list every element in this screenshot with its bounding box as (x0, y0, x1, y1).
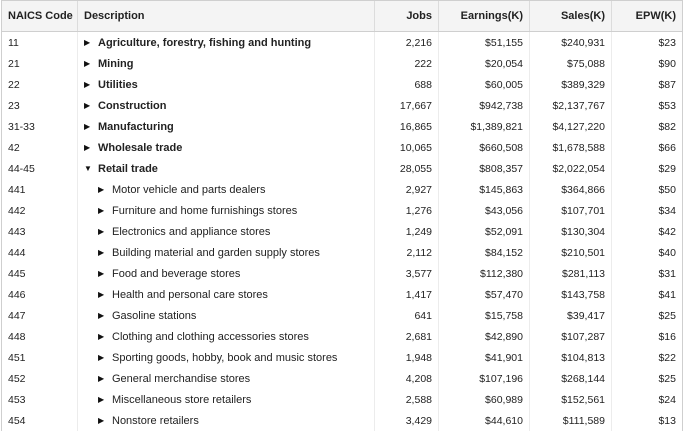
naics-code-cell: 452 (2, 368, 78, 389)
sales-cell: $143,758 (530, 284, 612, 305)
triangle-right-icon[interactable]: ▶ (98, 289, 105, 299)
earnings-cell: $52,091 (439, 221, 530, 242)
description-label: Construction (98, 99, 167, 112)
sales-cell: $2,137,767 (530, 95, 612, 116)
description-label: Manufacturing (98, 120, 174, 133)
epw-cell: $41 (612, 284, 683, 305)
epw-cell: $16 (612, 326, 683, 347)
naics-data-table (1, 0, 683, 431)
naics-code-cell: 447 (2, 305, 78, 326)
description-cell[interactable] (78, 32, 375, 54)
earnings-cell: $1,389,821 (439, 116, 530, 137)
table-row[interactable] (2, 179, 683, 200)
epw-cell: $13 (612, 410, 683, 431)
table-row[interactable] (2, 74, 683, 95)
description-cell[interactable] (78, 116, 375, 137)
table-row[interactable] (2, 242, 683, 263)
jobs-cell: 1,417 (375, 284, 439, 305)
header-naics-code[interactable]: NAICS Code (2, 1, 78, 32)
description-cell[interactable] (78, 137, 375, 158)
table-row[interactable] (2, 263, 683, 284)
jobs-cell: 3,577 (375, 263, 439, 284)
earnings-cell: $42,890 (439, 326, 530, 347)
header-jobs[interactable]: Jobs (375, 1, 439, 32)
earnings-cell: $107,196 (439, 368, 530, 389)
sales-cell: $39,417 (530, 305, 612, 326)
description-label: Mining (98, 57, 134, 70)
epw-cell: $31 (612, 263, 683, 284)
naics-code-cell: 441 (2, 179, 78, 200)
jobs-cell: 2,681 (375, 326, 439, 347)
jobs-cell: 1,249 (375, 221, 439, 242)
earnings-cell: $145,863 (439, 179, 530, 200)
jobs-cell: 1,276 (375, 200, 439, 221)
description-cell[interactable] (78, 263, 375, 284)
earnings-cell: $942,738 (439, 95, 530, 116)
epw-cell: $29 (612, 158, 683, 179)
epw-cell: $90 (612, 53, 683, 74)
table-row[interactable] (2, 347, 683, 368)
jobs-cell: 2,112 (375, 242, 439, 263)
header-description[interactable]: Description (78, 1, 375, 32)
earnings-cell: $44,610 (439, 410, 530, 431)
naics-code-cell: 454 (2, 410, 78, 431)
naics-code-cell: 453 (2, 389, 78, 410)
naics-code-cell: 446 (2, 284, 78, 305)
epw-cell: $50 (612, 179, 683, 200)
epw-cell: $87 (612, 74, 683, 95)
description-label: Food and beverage stores (112, 267, 241, 280)
jobs-cell: 3,429 (375, 410, 439, 431)
sales-cell: $152,561 (530, 389, 612, 410)
triangle-right-icon[interactable]: ▶ (84, 121, 91, 131)
description-cell[interactable] (78, 200, 375, 221)
table-row[interactable] (2, 389, 683, 410)
earnings-cell: $43,056 (439, 200, 530, 221)
triangle-right-icon[interactable]: ▶ (98, 226, 105, 236)
sales-cell: $389,329 (530, 74, 612, 95)
jobs-cell: 222 (375, 53, 439, 74)
naics-code-cell: 444 (2, 242, 78, 263)
table-row[interactable] (2, 116, 683, 137)
table-row[interactable] (2, 137, 683, 158)
naics-code-cell: 448 (2, 326, 78, 347)
epw-cell: $40 (612, 242, 683, 263)
header-epw[interactable]: EPW(K) (612, 1, 683, 32)
triangle-right-icon[interactable]: ▶ (98, 415, 105, 425)
description-label: Miscellaneous store retailers (112, 393, 252, 406)
description-label: General merchandise stores (112, 372, 251, 385)
description-label: Electronics and appliance stores (112, 225, 271, 238)
earnings-cell: $41,901 (439, 347, 530, 368)
triangle-right-icon[interactable]: ▶ (98, 352, 105, 362)
triangle-right-icon[interactable]: ▶ (98, 247, 105, 257)
description-cell[interactable] (78, 53, 375, 74)
sales-cell: $130,304 (530, 221, 612, 242)
description-label: Furniture and home furnishings stores (112, 204, 298, 217)
epw-cell: $23 (612, 32, 683, 54)
triangle-right-icon[interactable]: ▶ (98, 373, 105, 383)
triangle-right-icon[interactable]: ▶ (84, 37, 91, 47)
jobs-cell: 2,216 (375, 32, 439, 54)
triangle-right-icon[interactable]: ▶ (84, 142, 91, 152)
header-sales[interactable]: Sales(K) (530, 1, 612, 32)
epw-cell: $34 (612, 200, 683, 221)
sales-cell: $4,127,220 (530, 116, 612, 137)
jobs-cell: 688 (375, 74, 439, 95)
naics-code-cell: 31-33 (2, 116, 78, 137)
triangle-right-icon[interactable]: ▶ (98, 310, 105, 320)
description-cell[interactable] (78, 179, 375, 200)
naics-code-cell: 22 (2, 74, 78, 95)
description-cell[interactable] (78, 326, 375, 347)
description-label: Agriculture, forestry, fishing and hunting (98, 36, 312, 49)
description-cell[interactable] (78, 221, 375, 242)
epw-cell: $82 (612, 116, 683, 137)
triangle-right-icon[interactable]: ▶ (84, 79, 91, 89)
naics-code-cell: 442 (2, 200, 78, 221)
epw-cell: $53 (612, 95, 683, 116)
sales-cell: $210,501 (530, 242, 612, 263)
description-cell[interactable] (78, 74, 375, 95)
table-row[interactable] (2, 326, 683, 347)
header-earnings[interactable]: Earnings(K) (439, 1, 530, 32)
description-label: Gasoline stations (112, 309, 197, 322)
jobs-cell: 641 (375, 305, 439, 326)
jobs-cell: 28,055 (375, 158, 439, 179)
table-row[interactable] (2, 368, 683, 389)
epw-cell: $25 (612, 305, 683, 326)
epw-cell: $66 (612, 137, 683, 158)
naics-code-cell: 451 (2, 347, 78, 368)
triangle-right-icon[interactable]: ▶ (98, 205, 105, 215)
description-label: Clothing and clothing accessories stores (112, 330, 309, 343)
sales-cell: $281,113 (530, 263, 612, 284)
description-cell[interactable] (78, 95, 375, 116)
description-cell[interactable] (78, 242, 375, 263)
description-cell[interactable] (78, 158, 375, 179)
table-row[interactable] (2, 200, 683, 221)
triangle-right-icon[interactable]: ▶ (84, 100, 91, 110)
triangle-right-icon[interactable]: ▶ (84, 58, 91, 68)
description-label: Wholesale trade (98, 141, 183, 154)
epw-cell: $24 (612, 389, 683, 410)
sales-cell: $111,589 (530, 410, 612, 431)
triangle-right-icon[interactable]: ▶ (98, 184, 105, 194)
description-label: Retail trade (98, 162, 158, 175)
table-row[interactable] (2, 410, 683, 431)
description-cell[interactable] (78, 368, 375, 389)
naics-code-cell: 23 (2, 95, 78, 116)
naics-code-cell: 445 (2, 263, 78, 284)
epw-cell: $25 (612, 368, 683, 389)
description-cell[interactable] (78, 389, 375, 410)
table-row[interactable] (2, 95, 683, 116)
epw-cell: $22 (612, 347, 683, 368)
description-cell[interactable] (78, 284, 375, 305)
jobs-cell: 16,865 (375, 116, 439, 137)
triangle-right-icon[interactable]: ▶ (98, 394, 105, 404)
naics-code-cell: 42 (2, 137, 78, 158)
table-row[interactable] (2, 53, 683, 74)
table-header-row (2, 1, 683, 32)
description-label: Motor vehicle and parts dealers (112, 183, 266, 196)
table-row[interactable] (2, 158, 683, 179)
sales-cell: $107,701 (530, 200, 612, 221)
jobs-cell: 1,948 (375, 347, 439, 368)
description-cell[interactable] (78, 347, 375, 368)
table-row[interactable] (2, 221, 683, 242)
sales-cell: $268,144 (530, 368, 612, 389)
sales-cell: $104,813 (530, 347, 612, 368)
sales-cell: $2,022,054 (530, 158, 612, 179)
triangle-down-icon[interactable]: ▼ (84, 163, 92, 173)
jobs-cell: 2,588 (375, 389, 439, 410)
earnings-cell: $15,758 (439, 305, 530, 326)
earnings-cell: $84,152 (439, 242, 530, 263)
epw-cell: $42 (612, 221, 683, 242)
earnings-cell: $20,054 (439, 53, 530, 74)
triangle-right-icon[interactable]: ▶ (98, 268, 105, 278)
jobs-cell: 4,208 (375, 368, 439, 389)
jobs-cell: 17,667 (375, 95, 439, 116)
naics-code-cell: 44-45 (2, 158, 78, 179)
table-row[interactable] (2, 284, 683, 305)
sales-cell: $240,931 (530, 32, 612, 54)
naics-code-cell: 443 (2, 221, 78, 242)
description-label: Sporting goods, hobby, book and music stores (112, 351, 338, 364)
triangle-right-icon[interactable]: ▶ (98, 331, 105, 341)
naics-code-cell: 21 (2, 53, 78, 74)
earnings-cell: $51,155 (439, 32, 530, 54)
description-label: Building material and garden supply stores (112, 246, 320, 259)
description-label: Nonstore retailers (112, 414, 199, 427)
sales-cell: $107,287 (530, 326, 612, 347)
earnings-cell: $112,380 (439, 263, 530, 284)
description-cell[interactable] (78, 305, 375, 326)
sales-cell: $364,866 (530, 179, 612, 200)
table-row[interactable] (2, 305, 683, 326)
description-label: Utilities (98, 78, 138, 91)
description-cell[interactable] (78, 410, 375, 431)
earnings-cell: $660,508 (439, 137, 530, 158)
naics-code-cell: 11 (2, 32, 78, 54)
earnings-cell: $57,470 (439, 284, 530, 305)
earnings-cell: $60,005 (439, 74, 530, 95)
description-label: Health and personal care stores (112, 288, 268, 301)
earnings-cell: $60,989 (439, 389, 530, 410)
sales-cell: $1,678,588 (530, 137, 612, 158)
jobs-cell: 2,927 (375, 179, 439, 200)
earnings-cell: $808,357 (439, 158, 530, 179)
table-row[interactable] (2, 32, 683, 54)
jobs-cell: 10,065 (375, 137, 439, 158)
sales-cell: $75,088 (530, 53, 612, 74)
